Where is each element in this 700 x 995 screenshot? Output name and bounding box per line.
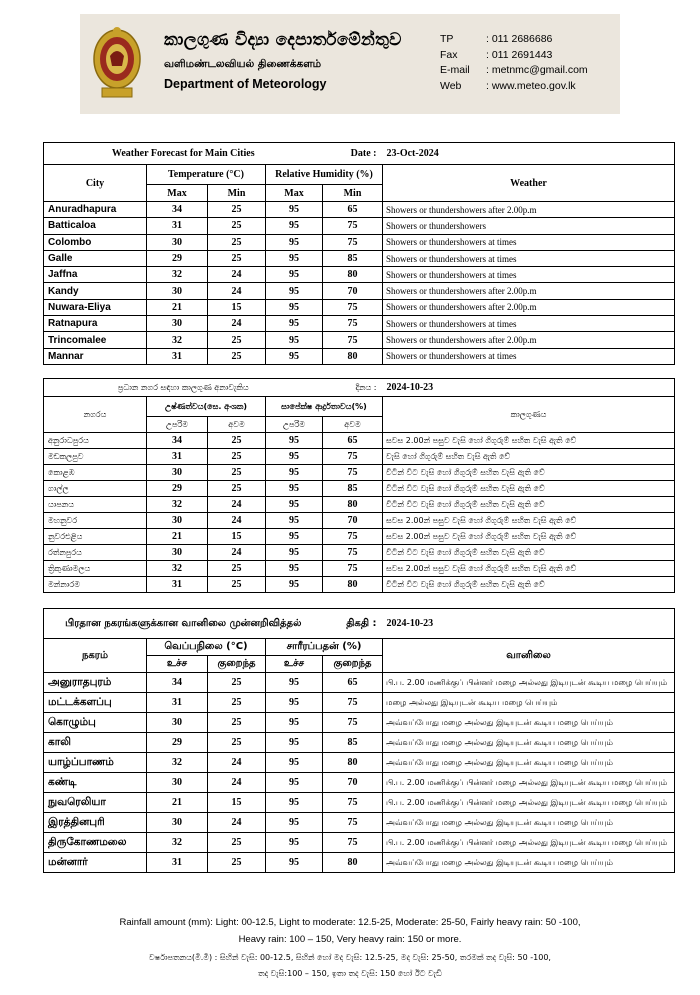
table-row bbox=[44, 813, 675, 833]
humidity-max-cell: 95 bbox=[266, 234, 323, 250]
humidity-min-cell: 80 bbox=[323, 497, 383, 513]
col-header-rh-min: Min bbox=[323, 185, 383, 202]
letterhead bbox=[80, 14, 620, 114]
humidity-min-cell: 65 bbox=[323, 202, 383, 218]
city-cell: மன்னார் bbox=[44, 853, 147, 873]
humidity-min-cell: 70 bbox=[323, 773, 383, 793]
table-row bbox=[44, 299, 675, 315]
table-row bbox=[44, 561, 675, 577]
col-header-humidity: සාපේක්ෂ ආර්ද්‍රතාවය(%) bbox=[266, 397, 383, 417]
col-header-rh-max: உச்ச bbox=[266, 656, 323, 673]
humidity-max-cell: 95 bbox=[266, 481, 323, 497]
humidity-max-cell: 95 bbox=[266, 693, 323, 713]
humidity-max-cell: 95 bbox=[266, 332, 323, 348]
department-name-tamil: வளிமண்டலவியல் திணைக்களம் bbox=[164, 58, 322, 70]
humidity-min-cell: 80 bbox=[323, 577, 383, 593]
city-cell: மட்டக்களப்பு bbox=[44, 693, 147, 713]
temp-min-cell: 25 bbox=[208, 332, 266, 348]
humidity-max-cell: 95 bbox=[266, 853, 323, 873]
table-row bbox=[44, 316, 675, 332]
weather-cell: Showers or thundershowers at times bbox=[383, 250, 675, 266]
city-cell: ත්‍රිකුණාමලය bbox=[44, 561, 147, 577]
weather-cell: அவ்வப்போது மழை அல்லது இடியுடன் கூடிய மழை பெய்யும் bbox=[383, 733, 675, 753]
col-header-city: City bbox=[44, 165, 147, 202]
weather-cell: සවස 2.00න් පසුව වැසි හෝ ගිගුරුම් සහිත වැසි ඇති වේ bbox=[383, 433, 675, 449]
temp-max-cell: 30 bbox=[147, 513, 208, 529]
table-row bbox=[44, 753, 675, 773]
humidity-min-cell: 70 bbox=[323, 513, 383, 529]
table-row bbox=[44, 449, 675, 465]
temp-max-cell: 34 bbox=[147, 673, 208, 693]
col-header-temp-max: උපරිම bbox=[147, 417, 208, 433]
humidity-max-cell: 95 bbox=[266, 577, 323, 593]
temp-min-cell: 25 bbox=[208, 250, 266, 266]
city-cell: මඩකලපුව bbox=[44, 449, 147, 465]
table-row bbox=[44, 733, 675, 753]
weather-cell: විටින් විට වැසි හෝ ගිගුරුම් සහිත වැසි ඇති වේ bbox=[383, 497, 675, 513]
humidity-max-cell: 95 bbox=[266, 545, 323, 561]
date-label: දිනය : bbox=[323, 379, 383, 397]
table-row bbox=[44, 713, 675, 733]
table-row bbox=[44, 250, 675, 266]
table-row bbox=[44, 545, 675, 561]
city-cell: Anuradhapura bbox=[44, 202, 147, 218]
table-row bbox=[44, 332, 675, 348]
col-header-weather: Weather bbox=[383, 165, 675, 202]
weather-cell: Showers or thundershowers after 2.00p.m bbox=[383, 332, 675, 348]
humidity-max-cell: 95 bbox=[266, 793, 323, 813]
city-cell: Trincomalee bbox=[44, 332, 147, 348]
city-cell: நுவரெலியா bbox=[44, 793, 147, 813]
weather-cell: වැසි හෝ ගිගුරුම් සහිත වැසි ඇති වේ bbox=[383, 449, 675, 465]
temp-min-cell: 25 bbox=[208, 733, 266, 753]
city-cell: Galle bbox=[44, 250, 147, 266]
weather-cell: பி.ப. 2.00 மணிக்குப் பின்னர் மழை அல்லது இடியுடன் கூடிய மழை பெய்யும் bbox=[383, 793, 675, 813]
table-row bbox=[44, 833, 675, 853]
forecast-date: 2024-10-23 bbox=[383, 609, 675, 639]
temp-max-cell: 30 bbox=[147, 773, 208, 793]
weather-cell: විටින් විට වැසි හෝ ගිගුරුම් සහිත වැසි ඇති වේ bbox=[383, 465, 675, 481]
temp-min-cell: 25 bbox=[208, 577, 266, 593]
temp-min-cell: 24 bbox=[208, 813, 266, 833]
temp-max-cell: 31 bbox=[147, 853, 208, 873]
humidity-max-cell: 95 bbox=[266, 202, 323, 218]
department-name-english: Department of Meteorology bbox=[164, 77, 327, 91]
weather-cell: Showers or thundershowers at times bbox=[383, 316, 675, 332]
city-cell: Batticaloa bbox=[44, 218, 147, 234]
humidity-max-cell: 95 bbox=[266, 283, 323, 299]
humidity-max-cell: 95 bbox=[266, 497, 323, 513]
humidity-min-cell: 65 bbox=[323, 673, 383, 693]
col-header-temp-max: உச்ச bbox=[147, 656, 208, 673]
humidity-min-cell: 75 bbox=[323, 449, 383, 465]
col-header-humidity: சாரீரப்பதன் (%) bbox=[266, 639, 383, 656]
city-cell: அனுராதபுரம் bbox=[44, 673, 147, 693]
contact-phone: TP : 011 2686686 bbox=[440, 33, 553, 45]
temp-max-cell: 30 bbox=[147, 545, 208, 561]
table-row bbox=[44, 202, 675, 218]
table-row bbox=[44, 513, 675, 529]
temp-min-cell: 24 bbox=[208, 545, 266, 561]
table-row bbox=[44, 267, 675, 283]
table-row bbox=[44, 234, 675, 250]
table-row bbox=[44, 853, 675, 873]
temp-max-cell: 29 bbox=[147, 733, 208, 753]
contact-block bbox=[440, 32, 588, 94]
col-header-rh-min: අවම bbox=[323, 417, 383, 433]
temp-min-cell: 24 bbox=[208, 497, 266, 513]
weather-cell: විටින් විට වැසි හෝ ගිගුරුම් සහිත වැසි ඇති වේ bbox=[383, 545, 675, 561]
table-title: Weather Forecast for Main Cities bbox=[44, 143, 323, 165]
temp-max-cell: 29 bbox=[147, 250, 208, 266]
forecast-date: 23-Oct-2024 bbox=[383, 143, 675, 165]
temp-min-cell: 24 bbox=[208, 513, 266, 529]
table-row bbox=[44, 218, 675, 234]
temp-max-cell: 32 bbox=[147, 561, 208, 577]
humidity-min-cell: 75 bbox=[323, 545, 383, 561]
humidity-min-cell: 70 bbox=[323, 283, 383, 299]
col-header-temperature: வெப்பநிலை (°C) bbox=[147, 639, 266, 656]
col-header-temp-min: අවම bbox=[208, 417, 266, 433]
forecast-table-sinhala bbox=[43, 378, 675, 593]
weather-cell: Showers or thundershowers at times bbox=[383, 267, 675, 283]
city-cell: கொழும்பு bbox=[44, 713, 147, 733]
humidity-min-cell: 85 bbox=[323, 481, 383, 497]
temp-min-cell: 25 bbox=[208, 202, 266, 218]
department-name-sinhala: කාලගුණ විද්‍යා දෙපාර්තමේන්තුව bbox=[164, 30, 402, 50]
temp-max-cell: 30 bbox=[147, 713, 208, 733]
weather-cell: அவ்வப்போது மழை அல்லது இடியுடன் கூடிய மழை பெய்யும் bbox=[383, 813, 675, 833]
temp-max-cell: 30 bbox=[147, 283, 208, 299]
table-row bbox=[44, 577, 675, 593]
weather-cell: සවස 2.00න් පසුව වැසි හෝ ගිගුරුම් සහිත වැසි ඇති වේ bbox=[383, 561, 675, 577]
col-header-humidity: Relative Humidity (%) bbox=[266, 165, 383, 185]
humidity-max-cell: 95 bbox=[266, 713, 323, 733]
city-cell: කොළඹ bbox=[44, 465, 147, 481]
temp-max-cell: 21 bbox=[147, 793, 208, 813]
temp-min-cell: 24 bbox=[208, 283, 266, 299]
humidity-min-cell: 85 bbox=[323, 250, 383, 266]
temp-min-cell: 25 bbox=[208, 449, 266, 465]
temp-max-cell: 30 bbox=[147, 813, 208, 833]
temp-max-cell: 31 bbox=[147, 693, 208, 713]
weather-cell: විටින් විට වැසි හෝ ගිගුරුම් සහිත වැසි ඇති වේ bbox=[383, 481, 675, 497]
city-cell: Colombo bbox=[44, 234, 147, 250]
temp-max-cell: 21 bbox=[147, 299, 208, 315]
col-header-temperature: Temperature (°C) bbox=[147, 165, 266, 185]
weather-cell: பி.ப. 2.00 மணிக்குப் பின்னர் மழை அல்லது இடியுடன் கூடிய மழை பெய்யும் bbox=[383, 673, 675, 693]
humidity-min-cell: 75 bbox=[323, 332, 383, 348]
temp-min-cell: 25 bbox=[208, 853, 266, 873]
temp-min-cell: 15 bbox=[208, 529, 266, 545]
temp-min-cell: 15 bbox=[208, 299, 266, 315]
city-cell: Mannar bbox=[44, 348, 147, 364]
table-row bbox=[44, 433, 675, 449]
temp-min-cell: 25 bbox=[208, 234, 266, 250]
col-header-temp-min: குறைந்த bbox=[208, 656, 266, 673]
weather-cell: பி.ப. 2.00 மணிக்குப் பின்னர் மழை அல்லது இடியுடன் கூடிய மழை பெய்யும் bbox=[383, 773, 675, 793]
humidity-max-cell: 95 bbox=[266, 833, 323, 853]
temp-min-cell: 24 bbox=[208, 753, 266, 773]
city-cell: නුවරඑළිය bbox=[44, 529, 147, 545]
col-header-rh-max: Max bbox=[266, 185, 323, 202]
forecast-date: 2024-10-23 bbox=[383, 379, 675, 397]
city-cell: யாழ்ப்பாணம் bbox=[44, 753, 147, 773]
temp-min-cell: 24 bbox=[208, 773, 266, 793]
temp-max-cell: 30 bbox=[147, 316, 208, 332]
temp-min-cell: 15 bbox=[208, 793, 266, 813]
temp-min-cell: 25 bbox=[208, 481, 266, 497]
rainfall-legend-sinhala: වර්ෂාපතනය(මි.මී) : සිහින් වැසි: 00-12.5, සිහින් හෝ මද වැසි: 12.5-25, මද වැසි: 25-50, තරමක් තද වැසි: 50 -100, තද වැසි:100 – 150, ඉතා තද වැසි: 150 හෝ ඊට වැඩි bbox=[149, 953, 551, 978]
temp-max-cell: 30 bbox=[147, 234, 208, 250]
table-row bbox=[44, 773, 675, 793]
table-title: பிரதான நகரங்களுக்கான வானிலை முன்னறிவித்தல் bbox=[44, 609, 323, 639]
city-cell: ගාල්ල bbox=[44, 481, 147, 497]
temp-min-cell: 25 bbox=[208, 218, 266, 234]
humidity-max-cell: 95 bbox=[266, 733, 323, 753]
temp-max-cell: 21 bbox=[147, 529, 208, 545]
col-header-weather: කාලගුණය bbox=[383, 397, 675, 433]
humidity-min-cell: 75 bbox=[323, 561, 383, 577]
table-title: ප්‍රධාන නගර සඳහා කාලගුණ අනාවැකිය bbox=[44, 379, 323, 397]
rainfall-legend-english: Rainfall amount (mm): Light: 00-12.5, Light to moderate: 12.5-25, Moderate: 25-50, Fairly heavy rain: 50 -100, Heavy rain: 100 – 150, Very heavy rain: 150 or more. bbox=[119, 917, 581, 945]
humidity-max-cell: 95 bbox=[266, 561, 323, 577]
city-cell: මන්නාරම bbox=[44, 577, 147, 593]
humidity-min-cell: 75 bbox=[323, 316, 383, 332]
humidity-min-cell: 75 bbox=[323, 234, 383, 250]
temp-max-cell: 29 bbox=[147, 481, 208, 497]
table-row bbox=[44, 497, 675, 513]
humidity-max-cell: 95 bbox=[266, 218, 323, 234]
temp-min-cell: 25 bbox=[208, 561, 266, 577]
temp-max-cell: 32 bbox=[147, 753, 208, 773]
col-header-temp-max: Max bbox=[147, 185, 208, 202]
humidity-max-cell: 95 bbox=[266, 529, 323, 545]
city-cell: இரத்தினபுரி bbox=[44, 813, 147, 833]
temp-min-cell: 25 bbox=[208, 348, 266, 364]
humidity-max-cell: 95 bbox=[266, 267, 323, 283]
temp-max-cell: 31 bbox=[147, 577, 208, 593]
temp-max-cell: 34 bbox=[147, 202, 208, 218]
weather-cell: විටින් විට වැසි හෝ ගිගුරුම් සහිත වැසි ඇති වේ bbox=[383, 577, 675, 593]
humidity-min-cell: 80 bbox=[323, 853, 383, 873]
humidity-max-cell: 95 bbox=[266, 433, 323, 449]
weather-cell: பி.ப. 2.00 மணிக்குப் பின்னர் மழை அல்லது இடியுடன் கூடிய மழை பெய்யும் bbox=[383, 833, 675, 853]
weather-cell: Showers or thundershowers after 2.00p.m bbox=[383, 202, 675, 218]
humidity-max-cell: 95 bbox=[266, 449, 323, 465]
city-cell: கண்டி bbox=[44, 773, 147, 793]
col-header-city: නගරය bbox=[44, 397, 147, 433]
humidity-max-cell: 95 bbox=[266, 773, 323, 793]
city-cell: යාපනය bbox=[44, 497, 147, 513]
table-row bbox=[44, 465, 675, 481]
temp-min-cell: 24 bbox=[208, 267, 266, 283]
city-cell: Jaffna bbox=[44, 267, 147, 283]
table-row bbox=[44, 673, 675, 693]
weather-cell: සවස 2.00න් පසුව වැසි හෝ ගිගුරුම් සහිත වැසි ඇති වේ bbox=[383, 513, 675, 529]
col-header-temperature: උෂ්ණත්වය(සෙ. අංශක) bbox=[147, 397, 266, 417]
col-header-weather: வானிலை bbox=[383, 639, 675, 673]
humidity-max-cell: 95 bbox=[266, 673, 323, 693]
humidity-min-cell: 75 bbox=[323, 833, 383, 853]
city-cell: Nuwara-Eliya bbox=[44, 299, 147, 315]
humidity-max-cell: 95 bbox=[266, 753, 323, 773]
col-header-rh-min: குறைந்த bbox=[323, 656, 383, 673]
forecast-table-tamil bbox=[43, 608, 675, 873]
contact-web: Web : www.meteo.gov.lk bbox=[440, 79, 576, 92]
temp-max-cell: 34 bbox=[147, 433, 208, 449]
weather-cell: සවස 2.00න් පසුව වැසි හෝ ගිගුරුම් සහිත වැසි ඇති වේ bbox=[383, 529, 675, 545]
humidity-min-cell: 80 bbox=[323, 753, 383, 773]
humidity-max-cell: 95 bbox=[266, 299, 323, 315]
city-cell: காலி bbox=[44, 733, 147, 753]
city-cell: திருகோணமலை bbox=[44, 833, 147, 853]
weather-cell: Showers or thundershowers at times bbox=[383, 234, 675, 250]
temp-max-cell: 32 bbox=[147, 267, 208, 283]
temp-min-cell: 25 bbox=[208, 713, 266, 733]
temp-min-cell: 25 bbox=[208, 433, 266, 449]
table-row bbox=[44, 529, 675, 545]
temp-min-cell: 25 bbox=[208, 673, 266, 693]
temp-max-cell: 31 bbox=[147, 449, 208, 465]
weather-cell: Showers or thundershowers after 2.00p.m bbox=[383, 299, 675, 315]
city-cell: Ratnapura bbox=[44, 316, 147, 332]
city-cell: මහනුවර bbox=[44, 513, 147, 529]
humidity-min-cell: 75 bbox=[323, 813, 383, 833]
national-emblem-icon bbox=[92, 26, 142, 100]
humidity-max-cell: 95 bbox=[266, 465, 323, 481]
humidity-max-cell: 95 bbox=[266, 513, 323, 529]
city-cell: Kandy bbox=[44, 283, 147, 299]
temp-max-cell: 32 bbox=[147, 497, 208, 513]
humidity-min-cell: 75 bbox=[323, 793, 383, 813]
contact-email: E-mail : metnmc@gmail.com bbox=[440, 64, 588, 76]
table-row bbox=[44, 283, 675, 299]
humidity-max-cell: 95 bbox=[266, 813, 323, 833]
table-row bbox=[44, 793, 675, 813]
city-cell: රත්නපුරය bbox=[44, 545, 147, 561]
humidity-max-cell: 95 bbox=[266, 250, 323, 266]
temp-min-cell: 25 bbox=[208, 833, 266, 853]
humidity-min-cell: 85 bbox=[323, 733, 383, 753]
date-label: திகதி : bbox=[323, 609, 383, 639]
humidity-min-cell: 75 bbox=[323, 713, 383, 733]
weather-cell: அவ்வப்போது மழை அல்லது இடியுடன் கூடிய மழை பெய்யும் bbox=[383, 753, 675, 773]
weather-cell: Showers or thundershowers at times bbox=[383, 348, 675, 364]
city-cell: අනුරාධපුරය bbox=[44, 433, 147, 449]
humidity-min-cell: 75 bbox=[323, 465, 383, 481]
temp-max-cell: 32 bbox=[147, 833, 208, 853]
humidity-min-cell: 75 bbox=[323, 218, 383, 234]
weather-cell: Showers or thundershowers bbox=[383, 218, 675, 234]
temp-max-cell: 32 bbox=[147, 332, 208, 348]
date-label: Date : bbox=[323, 143, 383, 165]
weather-cell: அவ்வப்போது மழை அல்லது இடியுடன் கூடிய மழை பெய்யும் bbox=[383, 853, 675, 873]
forecast-table-english bbox=[43, 142, 675, 365]
table-row bbox=[44, 481, 675, 497]
contact-fax: Fax : 011 2691443 bbox=[440, 48, 553, 61]
humidity-min-cell: 65 bbox=[323, 433, 383, 449]
humidity-min-cell: 75 bbox=[323, 693, 383, 713]
humidity-max-cell: 95 bbox=[266, 316, 323, 332]
weather-cell: மழை அல்லது இடியுடன் கூடிய மழை பெய்யும் bbox=[383, 693, 675, 713]
temp-max-cell: 31 bbox=[147, 348, 208, 364]
humidity-min-cell: 80 bbox=[323, 267, 383, 283]
temp-min-cell: 24 bbox=[208, 316, 266, 332]
temp-max-cell: 31 bbox=[147, 218, 208, 234]
temp-max-cell: 30 bbox=[147, 465, 208, 481]
humidity-max-cell: 95 bbox=[266, 348, 323, 364]
table-row bbox=[44, 693, 675, 713]
col-header-city: நகரம் bbox=[44, 639, 147, 673]
weather-cell: Showers or thundershowers after 2.00p.m bbox=[383, 283, 675, 299]
temp-min-cell: 25 bbox=[208, 465, 266, 481]
humidity-min-cell: 75 bbox=[323, 529, 383, 545]
weather-cell: அவ்வப்போது மழை அல்லது இடியுடன் கூடிய மழை பெய்யும் bbox=[383, 713, 675, 733]
col-header-rh-max: උපරිම bbox=[266, 417, 323, 433]
table-row bbox=[44, 348, 675, 364]
col-header-temp-min: Min bbox=[208, 185, 266, 202]
humidity-min-cell: 80 bbox=[323, 348, 383, 364]
temp-min-cell: 25 bbox=[208, 693, 266, 713]
humidity-min-cell: 75 bbox=[323, 299, 383, 315]
